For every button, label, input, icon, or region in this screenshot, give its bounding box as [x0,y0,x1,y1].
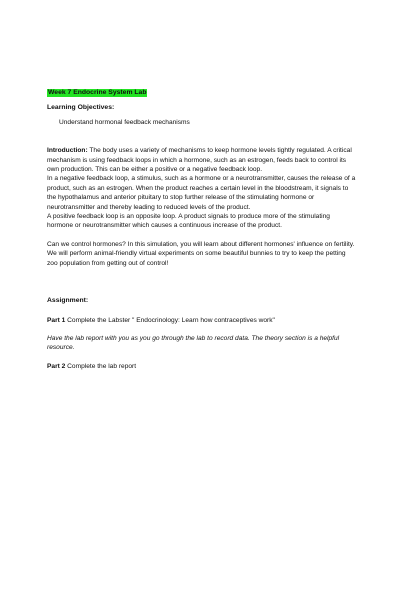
document-content [47,88,357,371]
assignment-heading: Assignment: [47,297,89,305]
introduction-section [47,146,357,268]
part-1-label: Part 1 [47,316,66,324]
part-2-line [47,362,357,371]
part-2-label: Part 2 [47,362,66,370]
spacer [47,231,357,240]
negative-feedback-paragraph: In a negative feedback loop, a stimulus, such as a hormone or a neurotransmitter, causes the release of a product, such as an estrogen. When the product reaches a certain level in the bloodstream, it signals to the hypothalamus and anterior pituitary to stop further release of the stimulating hormone or neurotransmitter and thereby leading to reduced levels of the product. [47,175,356,211]
intro-label: Introduction: [47,147,88,155]
simulation-paragraph: Can we control hormones? In this simulation, you will learn about different hormones' influence on fertility. We will perform animal-friendly virtual experiments on some beautiful bunnies to try to keep the petting zoo population from getting out of control! [47,240,355,267]
learning-objectives-heading: Learning Objectives: [47,104,115,112]
intro-paragraph [47,146,357,174]
part-1-line [47,316,357,325]
part-1-text: Complete the Labster " Endocrinology: Learn how contraceptives work" [65,316,275,324]
positive-feedback-paragraph: A positive feedback loop is an opposite loop. A product signals to produce more of the stimulating hormone or neurotransmitter which causes a continuous increase of the product. [47,213,330,230]
intro-text: The body uses a variety of mechanisms to keep hormone levels tightly regulated. A critical mechanism is using feedback loops in which a hormone, such as an estrogen, feeds back to control its own production. This can be either a positive or a negative feedback loop. [47,147,352,174]
part-2-text: Complete the lab report [65,362,137,370]
lab-report-note: Have the lab report with you as you go through the lab to record data. The theory section is a helpful resource. [47,334,340,352]
objective-item: Understand hormonal feedback mechanisms [59,118,190,126]
document-title: Week 7 Endocrine System Lab [48,89,147,96]
